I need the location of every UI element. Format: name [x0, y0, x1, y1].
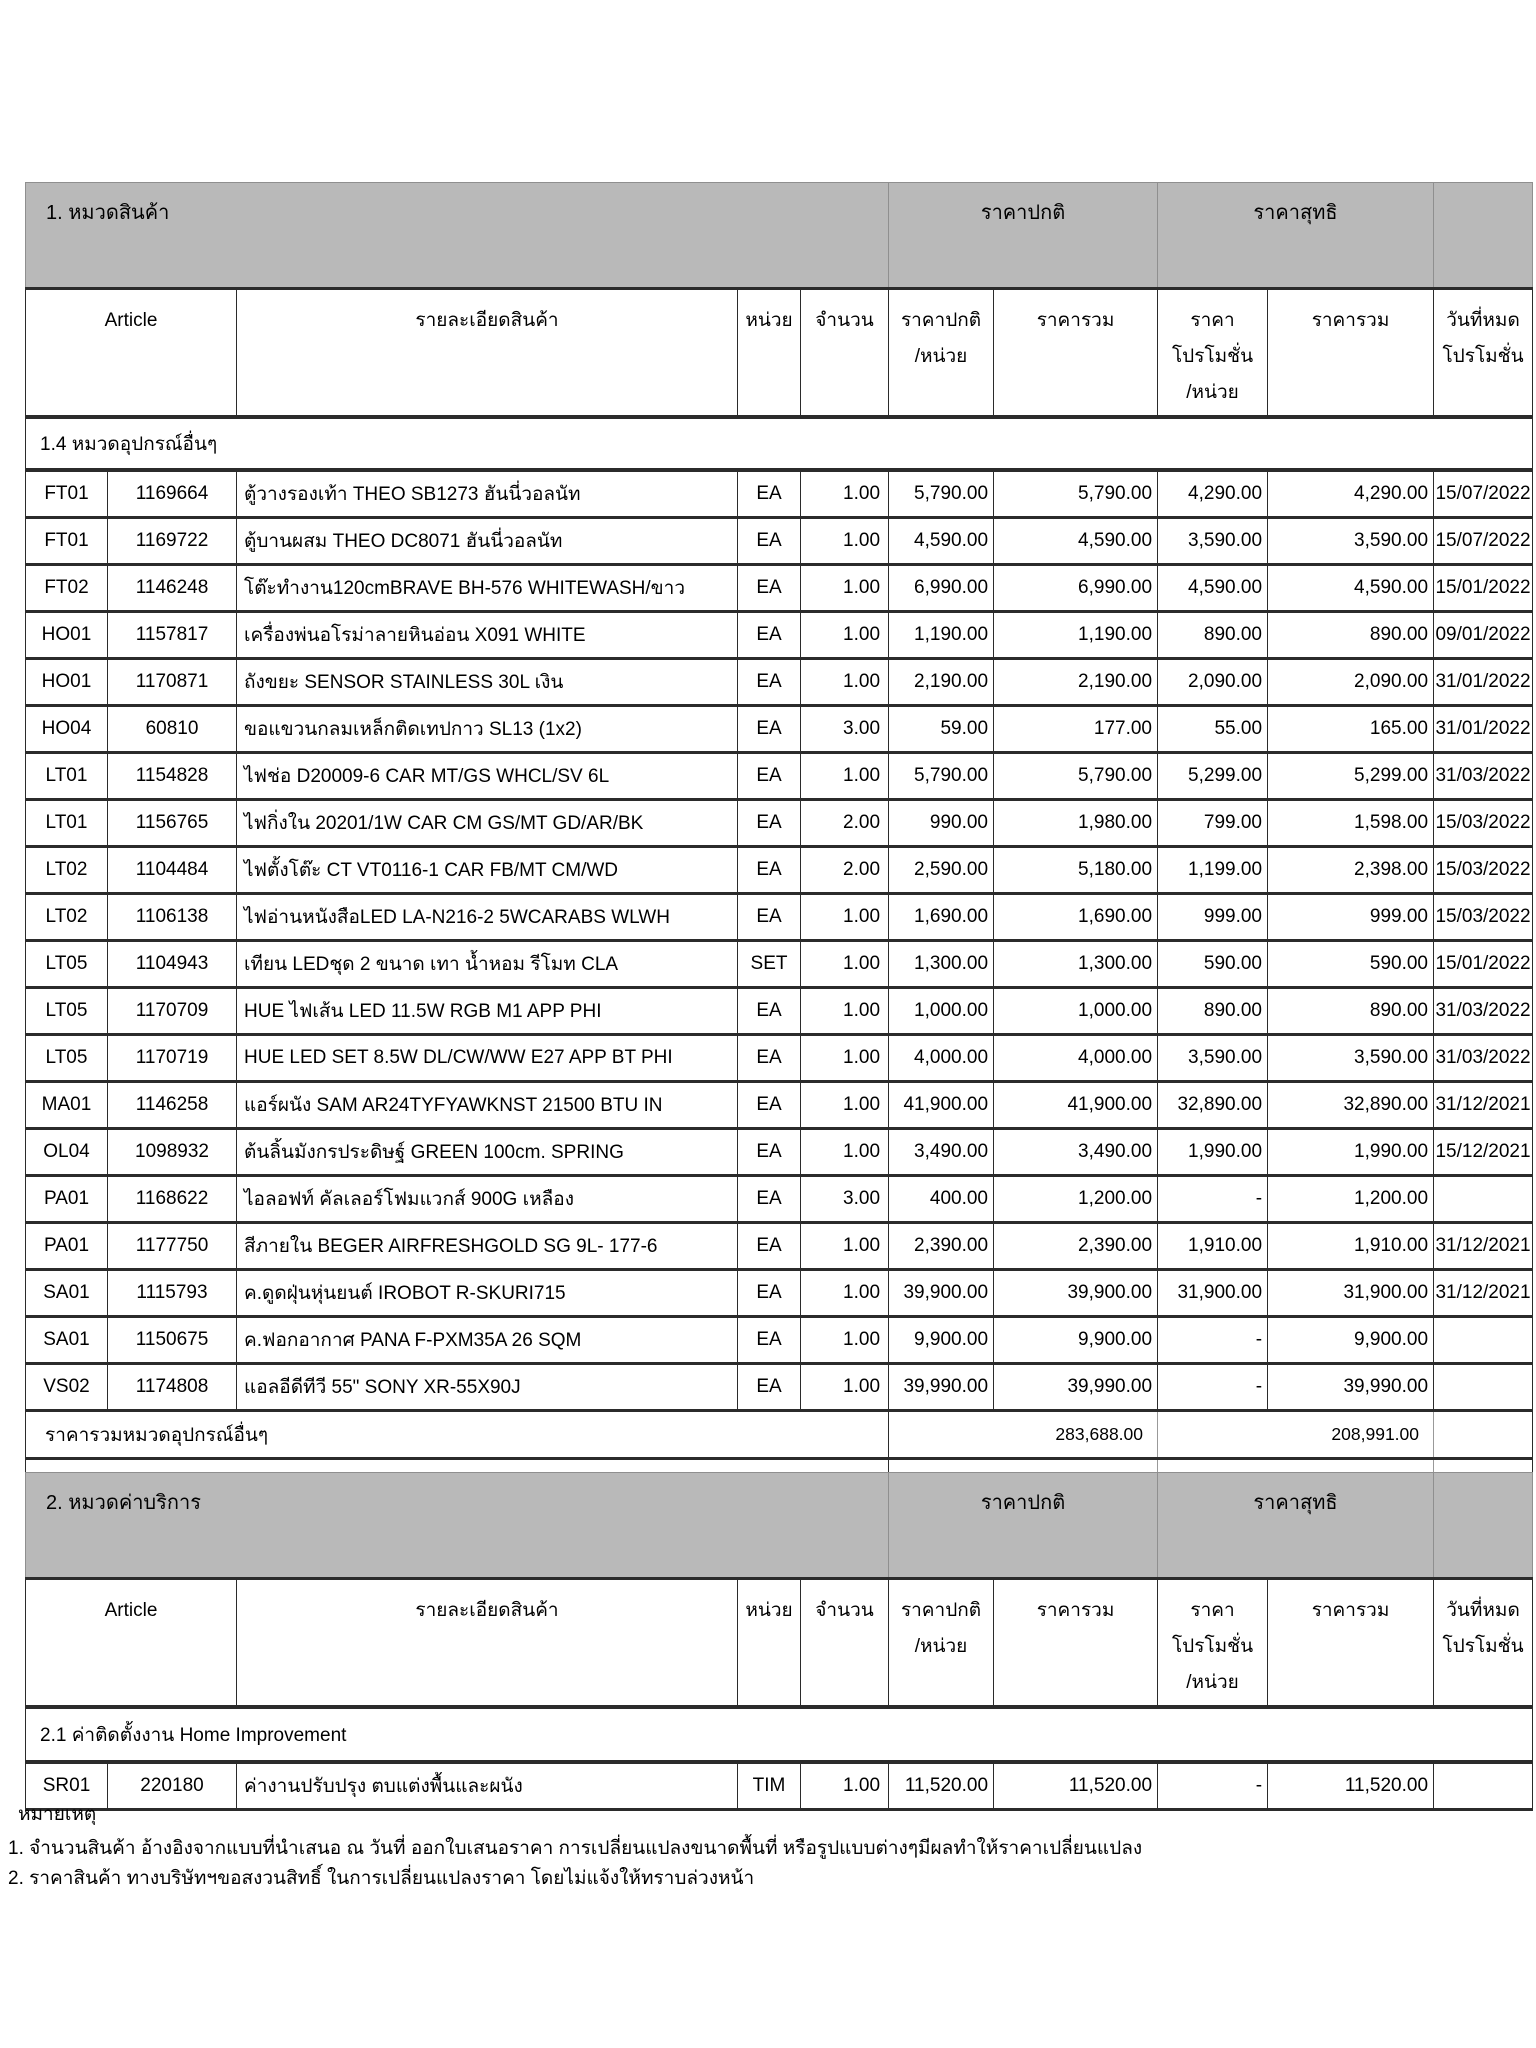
- promo-expiry-date: 09/01/2022: [1434, 612, 1533, 659]
- normal-price-per-unit: 9,900.00: [889, 1317, 994, 1364]
- product-description: ไฟอ่านหนังสือLED LA-N216-2 5WCARABS WLWH: [237, 894, 738, 941]
- article-code: LT05: [26, 988, 108, 1035]
- promo-price-total: 11,520.00: [1268, 1762, 1434, 1810]
- unit-value: SET: [738, 941, 801, 988]
- promo-price-per-unit: -: [1158, 1762, 1268, 1810]
- promo-price-per-unit: 32,890.00: [1158, 1082, 1268, 1129]
- promo-price-per-unit: 31,900.00: [1158, 1270, 1268, 1317]
- promo-expiry-date: 31/01/2022: [1434, 706, 1533, 753]
- quantity-value: 1.00: [801, 1035, 889, 1082]
- promo-expiry-date: [1434, 1176, 1533, 1223]
- section1-header-band: [26, 183, 1533, 289]
- col-normal-total: ราคารวม: [994, 289, 1158, 418]
- normal-price-total: 1,200.00: [994, 1176, 1158, 1223]
- promo-price-total: 2,090.00: [1268, 659, 1434, 706]
- normal-price-per-unit: 5,790.00: [889, 753, 994, 800]
- unit-value: EA: [738, 659, 801, 706]
- promo-expiry-date: 31/01/2022: [1434, 659, 1533, 706]
- article-number: 1150675: [108, 1317, 237, 1364]
- article-number: 1104943: [108, 941, 237, 988]
- article-code: LT02: [26, 847, 108, 894]
- table-row: [26, 659, 1533, 706]
- promo-price-per-unit: 1,199.00: [1158, 847, 1268, 894]
- promo-price-per-unit: -: [1158, 1364, 1268, 1411]
- unit-value: TIM: [738, 1762, 801, 1810]
- promo-expiry-date: 15/07/2022: [1434, 470, 1533, 518]
- article-code: HO01: [26, 659, 108, 706]
- promo-price-per-unit: 5,299.00: [1158, 753, 1268, 800]
- service-table: [25, 1472, 1533, 1811]
- product-description: ขอแขวนกลมเหล็กติดเทปกาว SL13 (1x2): [237, 706, 738, 753]
- promo-price-total: 590.00: [1268, 941, 1434, 988]
- col-unit: หน่วย: [738, 289, 801, 418]
- subsection-row: [26, 1707, 1533, 1762]
- quantity-value: 1.00: [801, 941, 889, 988]
- article-number: 1154828: [108, 753, 237, 800]
- promo-expiry-date: 15/07/2022: [1434, 518, 1533, 565]
- normal-price-per-unit: 1,690.00: [889, 894, 994, 941]
- promo-expiry-date: 15/01/2022: [1434, 565, 1533, 612]
- promo-price-per-unit: 4,590.00: [1158, 565, 1268, 612]
- quantity-value: 1.00: [801, 1364, 889, 1411]
- quantity-value: 1.00: [801, 1270, 889, 1317]
- col-qty: จำนวน: [801, 289, 889, 418]
- product-rows-body: [26, 470, 1533, 1411]
- promo-price-per-unit: 2,090.00: [1158, 659, 1268, 706]
- col-description: รายละเอียดสินค้า: [237, 1579, 738, 1708]
- unit-value: EA: [738, 1223, 801, 1270]
- promo-price-per-unit: 890.00: [1158, 988, 1268, 1035]
- normal-price-per-unit: 59.00: [889, 706, 994, 753]
- normal-price-total: 1,300.00: [994, 941, 1158, 988]
- article-code: OL04: [26, 1129, 108, 1176]
- product-description: แอลอีดีทีวี 55" SONY XR-55X90J: [237, 1364, 738, 1411]
- promo-price-per-unit: 999.00: [1158, 894, 1268, 941]
- quantity-value: 1.00: [801, 518, 889, 565]
- article-code: LT05: [26, 1035, 108, 1082]
- normal-price-total: 41,900.00: [994, 1082, 1158, 1129]
- product-description: ไฟช่อ D20009-6 CAR MT/GS WHCL/SV 6L: [237, 753, 738, 800]
- normal-price-per-unit: 2,390.00: [889, 1223, 994, 1270]
- article-number: 1106138: [108, 894, 237, 941]
- promo-price-total: 5,299.00: [1268, 753, 1434, 800]
- col-net-total: ราคารวม: [1268, 1579, 1434, 1708]
- unit-value: EA: [738, 518, 801, 565]
- product-description: ไฟกิ่งใน 20201/1W CAR CM GS/MT GD/AR/BK: [237, 800, 738, 847]
- summary-row-equipment: [26, 1411, 1533, 1459]
- col-expiry-line1: วันที่หมด: [1446, 310, 1520, 331]
- promo-price-total: 890.00: [1268, 988, 1434, 1035]
- table-row: [26, 1176, 1533, 1223]
- section1-title: 1. หมวดสินค้า: [26, 183, 889, 289]
- table-row: [26, 612, 1533, 659]
- col-article: Article: [26, 289, 237, 418]
- unit-value: EA: [738, 800, 801, 847]
- promo-price-per-unit: 3,590.00: [1158, 1035, 1268, 1082]
- product-description: ค.ฟอกอากาศ PANA F-PXM35A 26 SQM: [237, 1317, 738, 1364]
- promo-price-total: 4,290.00: [1268, 470, 1434, 518]
- article-number: 1174808: [108, 1364, 237, 1411]
- promo-price-total: 3,590.00: [1268, 518, 1434, 565]
- normal-price-per-unit: 1,300.00: [889, 941, 994, 988]
- normal-price-total: 5,180.00: [994, 847, 1158, 894]
- normal-price-per-unit: 400.00: [889, 1176, 994, 1223]
- col-normal-price-per-unit: [889, 289, 994, 418]
- normal-price-per-unit: 3,490.00: [889, 1129, 994, 1176]
- normal-price-total: 5,790.00: [994, 470, 1158, 518]
- normal-price-per-unit: 39,900.00: [889, 1270, 994, 1317]
- normal-price-per-unit: 4,590.00: [889, 518, 994, 565]
- article-code: FT01: [26, 518, 108, 565]
- article-code: PA01: [26, 1176, 108, 1223]
- article-code: LT01: [26, 800, 108, 847]
- normal-price-total: 6,990.00: [994, 565, 1158, 612]
- promo-price-total: 3,590.00: [1268, 1035, 1434, 1082]
- normal-price-total: 1,190.00: [994, 612, 1158, 659]
- unit-value: EA: [738, 1317, 801, 1364]
- unit-value: EA: [738, 894, 801, 941]
- band-empty-cell: [1434, 183, 1533, 289]
- product-description: ตู้บานผสม THEO DC8071 ฮันนี่วอลนัท: [237, 518, 738, 565]
- promo-price-per-unit: 590.00: [1158, 941, 1268, 988]
- col-normal-price-line2: /หน่วย: [914, 1636, 968, 1657]
- col-promo-expiry: [1434, 289, 1533, 418]
- subsection-title: 1.4 หมวดอุปกรณ์อื่นๆ: [26, 417, 1533, 470]
- summary-net-total: 208,991.00: [1158, 1411, 1434, 1459]
- notes-title: หมายเหตุ: [18, 1804, 97, 1825]
- quantity-value: 1.00: [801, 1129, 889, 1176]
- normal-price-total: 39,990.00: [994, 1364, 1158, 1411]
- product-description: แอร์ผนัง SAM AR24TYFYAWKNST 21500 BTU IN: [237, 1082, 738, 1129]
- note-line-1: 1. จำนวนสินค้า อ้างอิงจากแบบที่นำเสนอ ณ วันที่ ออกใบเสนอราคา การเปลี่ยนแปลงขนาดพื้นที่ หรือรูปแบบต่างๆมีผลทำให้ราคาเปลี่ยนแปลง: [8, 1838, 1143, 1859]
- promo-expiry-date: [1434, 1317, 1533, 1364]
- unit-value: EA: [738, 847, 801, 894]
- col-article: Article: [26, 1579, 237, 1708]
- product-description: HUE LED SET 8.5W DL/CW/WW E27 APP BT PHI: [237, 1035, 738, 1082]
- promo-price-per-unit: 1,910.00: [1158, 1223, 1268, 1270]
- normal-price-total: 39,900.00: [994, 1270, 1158, 1317]
- quantity-value: 1.00: [801, 565, 889, 612]
- promo-price-per-unit: 1,990.00: [1158, 1129, 1268, 1176]
- article-number: 1146248: [108, 565, 237, 612]
- normal-price-total: 3,490.00: [994, 1129, 1158, 1176]
- col-expiry-line2: โปรโมชั่น: [1442, 346, 1524, 367]
- unit-value: EA: [738, 706, 801, 753]
- summary-empty-cell: [1434, 1411, 1533, 1459]
- quantity-value: 2.00: [801, 800, 889, 847]
- table-row: [26, 1082, 1533, 1129]
- col-unit: หน่วย: [738, 1579, 801, 1708]
- section2-header-band: [26, 1473, 1533, 1579]
- column-header-row: [26, 289, 1533, 418]
- promo-price-per-unit: 890.00: [1158, 612, 1268, 659]
- article-code: PA01: [26, 1223, 108, 1270]
- table-row: [26, 941, 1533, 988]
- product-description: ถังขยะ SENSOR STAINLESS 30L เงิน: [237, 659, 738, 706]
- product-description: HUE ไฟเส้น LED 11.5W RGB M1 APP PHI: [237, 988, 738, 1035]
- col-normal-price-line1: ราคาปกติ: [900, 310, 982, 331]
- summary-label: ราคารวมหมวดอุปกรณ์อื่นๆ: [26, 1411, 889, 1459]
- normal-price-total: 177.00: [994, 706, 1158, 753]
- product-description: ค.ดูดฝุ่นหุ่นยนต์ IROBOT R-SKURI715: [237, 1270, 738, 1317]
- product-description: สีภายใน BEGER AIRFRESHGOLD SG 9L- 177-6: [237, 1223, 738, 1270]
- normal-price-per-unit: 4,000.00: [889, 1035, 994, 1082]
- normal-price-per-unit: 6,990.00: [889, 565, 994, 612]
- promo-price-per-unit: 3,590.00: [1158, 518, 1268, 565]
- normal-price-group-header: ราคาปกติ: [889, 1473, 1158, 1579]
- article-code: FT02: [26, 565, 108, 612]
- table-row: [26, 470, 1533, 518]
- table-row: [26, 894, 1533, 941]
- quantity-value: 1.00: [801, 988, 889, 1035]
- article-number: 1170719: [108, 1035, 237, 1082]
- promo-price-total: 999.00: [1268, 894, 1434, 941]
- article-number: 1170871: [108, 659, 237, 706]
- article-code: LT05: [26, 941, 108, 988]
- article-code: SR01: [26, 1762, 108, 1810]
- normal-price-total: 1,690.00: [994, 894, 1158, 941]
- article-number: 1115793: [108, 1270, 237, 1317]
- quantity-value: 3.00: [801, 706, 889, 753]
- normal-price-per-unit: 990.00: [889, 800, 994, 847]
- table-row: [26, 1317, 1533, 1364]
- promo-price-total: 2,398.00: [1268, 847, 1434, 894]
- quantity-value: 1.00: [801, 1223, 889, 1270]
- col-expiry-line1: วันที่หมด: [1446, 1600, 1520, 1621]
- promo-price-total: 39,990.00: [1268, 1364, 1434, 1411]
- article-number: 1169722: [108, 518, 237, 565]
- table-row: [26, 565, 1533, 612]
- promo-expiry-date: 31/03/2022: [1434, 753, 1533, 800]
- promo-price-total: 1,200.00: [1268, 1176, 1434, 1223]
- product-description: ไฟตั้งโต๊ะ CT VT0116-1 CAR FB/MT CM/WD: [237, 847, 738, 894]
- col-promo-expiry: [1434, 1579, 1533, 1708]
- col-net-total: ราคารวม: [1268, 289, 1434, 418]
- normal-price-total: 11,520.00: [994, 1762, 1158, 1810]
- normal-price-per-unit: 11,520.00: [889, 1762, 994, 1810]
- article-number: 220180: [108, 1762, 237, 1810]
- article-code: HO01: [26, 612, 108, 659]
- promo-price-total: 890.00: [1268, 612, 1434, 659]
- unit-value: EA: [738, 1176, 801, 1223]
- product-description: เครื่องพ่นอโรม่าลายหินอ่อน X091 WHITE: [237, 612, 738, 659]
- col-normal-total: ราคารวม: [994, 1579, 1158, 1708]
- normal-price-total: 2,190.00: [994, 659, 1158, 706]
- article-number: 1157817: [108, 612, 237, 659]
- article-number: 1098932: [108, 1129, 237, 1176]
- article-code: SA01: [26, 1317, 108, 1364]
- promo-expiry-date: 31/03/2022: [1434, 988, 1533, 1035]
- promo-price-per-unit: 55.00: [1158, 706, 1268, 753]
- table-row: [26, 1270, 1533, 1317]
- net-price-group-header: ราคาสุทธิ: [1158, 183, 1434, 289]
- table-row: [26, 1129, 1533, 1176]
- table-row: [26, 1223, 1533, 1270]
- unit-value: EA: [738, 1364, 801, 1411]
- article-number: 1146258: [108, 1082, 237, 1129]
- table-row: [26, 706, 1533, 753]
- quantity-value: 1.00: [801, 753, 889, 800]
- col-description: รายละเอียดสินค้า: [237, 289, 738, 418]
- table-row: [26, 988, 1533, 1035]
- normal-price-per-unit: 41,900.00: [889, 1082, 994, 1129]
- promo-price-total: 1,990.00: [1268, 1129, 1434, 1176]
- unit-value: EA: [738, 1035, 801, 1082]
- article-number: 1169664: [108, 470, 237, 518]
- article-code: SA01: [26, 1270, 108, 1317]
- quantity-value: 1.00: [801, 1082, 889, 1129]
- promo-price-total: 1,910.00: [1268, 1223, 1434, 1270]
- promo-price-per-unit: -: [1158, 1176, 1268, 1223]
- promo-expiry-date: 15/01/2022: [1434, 941, 1533, 988]
- article-code: FT01: [26, 470, 108, 518]
- col-promo-line3: /หน่วย: [1186, 1672, 1239, 1693]
- product-description: ไอลอฟท์ คัลเลอร์โฟมแวกส์ 900G เหลือง: [237, 1176, 738, 1223]
- subsection-row: [26, 417, 1533, 470]
- article-code: MA01: [26, 1082, 108, 1129]
- unit-value: EA: [738, 1129, 801, 1176]
- summary-normal-total: 283,688.00: [889, 1411, 1158, 1459]
- table-row: [26, 1035, 1533, 1082]
- promo-expiry-date: 31/03/2022: [1434, 1035, 1533, 1082]
- normal-price-total: 5,790.00: [994, 753, 1158, 800]
- col-promo-line1: ราคา: [1190, 310, 1235, 331]
- quantity-value: 1.00: [801, 470, 889, 518]
- normal-price-total: 4,590.00: [994, 518, 1158, 565]
- quantity-value: 2.00: [801, 847, 889, 894]
- promo-expiry-date: 15/03/2022: [1434, 894, 1533, 941]
- table-row: [26, 1364, 1533, 1411]
- article-number: 1170709: [108, 988, 237, 1035]
- col-promo-price-per-unit: [1158, 1579, 1268, 1708]
- article-code: LT02: [26, 894, 108, 941]
- col-normal-price-per-unit: [889, 1579, 994, 1708]
- promo-price-total: 1,598.00: [1268, 800, 1434, 847]
- article-number: 1104484: [108, 847, 237, 894]
- column-header-row: [26, 1579, 1533, 1708]
- product-description: เทียน LEDชุด 2 ขนาด เทา น้ำหอม รีโมท CLA: [237, 941, 738, 988]
- promo-price-per-unit: -: [1158, 1317, 1268, 1364]
- product-description: โต๊ะทำงาน120cmBRAVE BH-576 WHITEWASH/ขาว: [237, 565, 738, 612]
- col-normal-price-line2: /หน่วย: [914, 346, 968, 367]
- normal-price-total: 9,900.00: [994, 1317, 1158, 1364]
- table-row: [26, 753, 1533, 800]
- promo-expiry-date: [1434, 1762, 1533, 1810]
- promo-expiry-date: 31/12/2021: [1434, 1223, 1533, 1270]
- net-price-group-header: ราคาสุทธิ: [1158, 1473, 1434, 1579]
- promo-price-total: 9,900.00: [1268, 1317, 1434, 1364]
- promo-expiry-date: 15/03/2022: [1434, 800, 1533, 847]
- section2-title: 2. หมวดค่าบริการ: [26, 1473, 889, 1579]
- promo-expiry-date: 15/03/2022: [1434, 847, 1533, 894]
- col-promo-line2: โปรโมชั่น: [1171, 1636, 1254, 1657]
- normal-price-per-unit: 2,190.00: [889, 659, 994, 706]
- promo-price-total: 31,900.00: [1268, 1270, 1434, 1317]
- article-code: LT01: [26, 753, 108, 800]
- promo-expiry-date: 15/12/2021: [1434, 1129, 1533, 1176]
- normal-price-group-header: ราคาปกติ: [889, 183, 1158, 289]
- quantity-value: 1.00: [801, 1762, 889, 1810]
- normal-price-per-unit: 2,590.00: [889, 847, 994, 894]
- normal-price-per-unit: 39,990.00: [889, 1364, 994, 1411]
- unit-value: EA: [738, 470, 801, 518]
- normal-price-per-unit: 1,190.00: [889, 612, 994, 659]
- article-number: 1168622: [108, 1176, 237, 1223]
- col-promo-line1: ราคา: [1190, 1600, 1235, 1621]
- promo-price-total: 4,590.00: [1268, 565, 1434, 612]
- article-code: HO04: [26, 706, 108, 753]
- normal-price-per-unit: 1,000.00: [889, 988, 994, 1035]
- col-promo-line2: โปรโมชั่น: [1171, 346, 1254, 367]
- product-description: ตู้วางรองเท้า THEO SB1273 ฮันนี่วอลนัท: [237, 470, 738, 518]
- notes-block: [8, 1800, 1142, 1894]
- table-row: [26, 847, 1533, 894]
- table-row: [26, 800, 1533, 847]
- col-expiry-line2: โปรโมชั่น: [1442, 1636, 1524, 1657]
- article-number: 60810: [108, 706, 237, 753]
- normal-price-total: 2,390.00: [994, 1223, 1158, 1270]
- col-qty: จำนวน: [801, 1579, 889, 1708]
- product-table: [25, 182, 1533, 1508]
- unit-value: EA: [738, 612, 801, 659]
- unit-value: EA: [738, 565, 801, 612]
- normal-price-total: 1,000.00: [994, 988, 1158, 1035]
- promo-price-per-unit: 799.00: [1158, 800, 1268, 847]
- unit-value: EA: [738, 1270, 801, 1317]
- quantity-value: 3.00: [801, 1176, 889, 1223]
- promo-price-per-unit: 4,290.00: [1158, 470, 1268, 518]
- col-normal-price-line1: ราคาปกติ: [900, 1600, 982, 1621]
- unit-value: EA: [738, 753, 801, 800]
- quantity-value: 1.00: [801, 612, 889, 659]
- quantity-value: 1.00: [801, 659, 889, 706]
- promo-expiry-date: [1434, 1364, 1533, 1411]
- quantity-value: 1.00: [801, 1317, 889, 1364]
- product-description: ค่างานปรับปรุง ตบแต่งพื้นและผนัง: [237, 1762, 738, 1810]
- article-number: 1156765: [108, 800, 237, 847]
- unit-value: EA: [738, 1082, 801, 1129]
- normal-price-total: 4,000.00: [994, 1035, 1158, 1082]
- article-number: 1177750: [108, 1223, 237, 1270]
- note-line-2: 2. ราคาสินค้า ทางบริษัทฯขอสงวนสิทธิ์ ในการเปลี่ยนแปลงราคา โดยไม่แจ้งให้ทราบล่วงหน้า: [8, 1868, 755, 1889]
- promo-price-total: 32,890.00: [1268, 1082, 1434, 1129]
- promo-expiry-date: 31/12/2021: [1434, 1082, 1533, 1129]
- article-code: VS02: [26, 1364, 108, 1411]
- normal-price-per-unit: 5,790.00: [889, 470, 994, 518]
- product-description: ต้นลิ้นมังกรประดิษฐ์ GREEN 100cm. SPRING: [237, 1129, 738, 1176]
- table-row: [26, 518, 1533, 565]
- band-empty-cell: [1434, 1473, 1533, 1579]
- quantity-value: 1.00: [801, 894, 889, 941]
- col-promo-price-per-unit: [1158, 289, 1268, 418]
- col-promo-line3: /หน่วย: [1186, 382, 1239, 403]
- subsection-title: 2.1 ค่าติดตั้งงาน Home Improvement: [26, 1707, 1533, 1762]
- promo-expiry-date: 31/12/2021: [1434, 1270, 1533, 1317]
- normal-price-total: 1,980.00: [994, 800, 1158, 847]
- unit-value: EA: [738, 988, 801, 1035]
- promo-price-total: 165.00: [1268, 706, 1434, 753]
